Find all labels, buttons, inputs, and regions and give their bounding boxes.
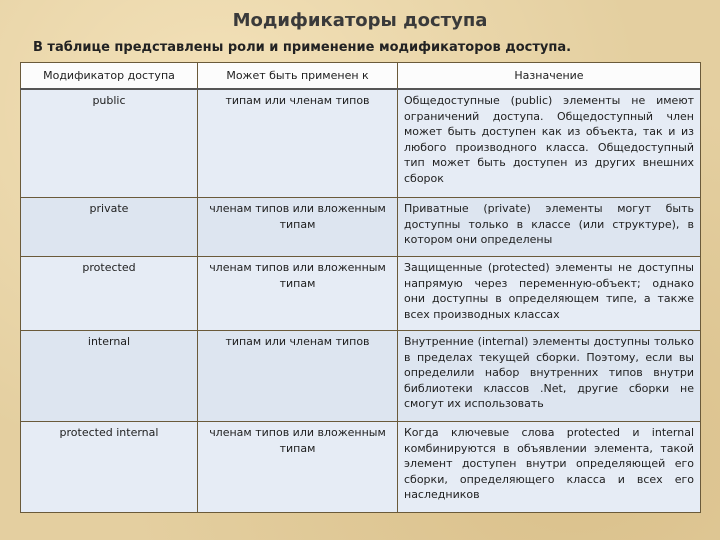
applies-to-cell: типам или членам типов [198,89,398,198]
applies-to-cell: членам типов или вложенным типам [198,198,398,257]
page-subtitle: В таблице представлены роли и применение модификаторов доступа. [33,40,572,55]
column-header-purpose: Назначение [398,63,701,90]
purpose-cell: Внутренние (internal) элементы доступны только в пределах текущей сборки. Поэтому, если вы определили набор внутренних типов внутри библиотеки классов .Net, другие сборки не смогут их использовать [398,331,701,422]
table-row [21,198,701,257]
modifier-cell: private [21,198,198,257]
purpose-cell: Общедоступные (public) элементы не имеют ограничений доступа. Общедоступный член может быть доступен как из объекта, так и из любого производного класса. Общедоступный тип может быть доступен из других внешних сборок [398,89,701,198]
table-header-row [21,63,701,90]
table-row [21,257,701,331]
modifier-cell: protected [21,257,198,331]
column-header-applies-to: Может быть применен к [198,63,398,90]
page-title: Модификаторы доступа [232,10,488,31]
modifier-cell: internal [21,331,198,422]
column-header-modifier: Модификатор доступа [21,63,198,90]
access-modifiers-table [20,62,701,513]
purpose-cell: Защищенные (protected) элементы не доступны напрямую через переменную-объект; однако они доступны в определяющем типе, а также всех производных классах [398,257,701,331]
applies-to-cell: членам типов или вложенным типам [198,257,398,331]
table-row [21,422,701,513]
modifier-cell: protected internal [21,422,198,513]
table-row [21,331,701,422]
purpose-cell: Приватные (private) элементы могут быть доступны только в классе (или структуре), в котором они определены [398,198,701,257]
modifier-cell: public [21,89,198,198]
purpose-cell: Когда ключевые слова protected и internal комбинируются в объявлении элемента, такой элемент доступен внутри определяющей его сборки, определяющего класса и всех его наследников [398,422,701,513]
applies-to-cell: типам или членам типов [198,331,398,422]
applies-to-cell: членам типов или вложенным типам [198,422,398,513]
table-row [21,89,701,198]
